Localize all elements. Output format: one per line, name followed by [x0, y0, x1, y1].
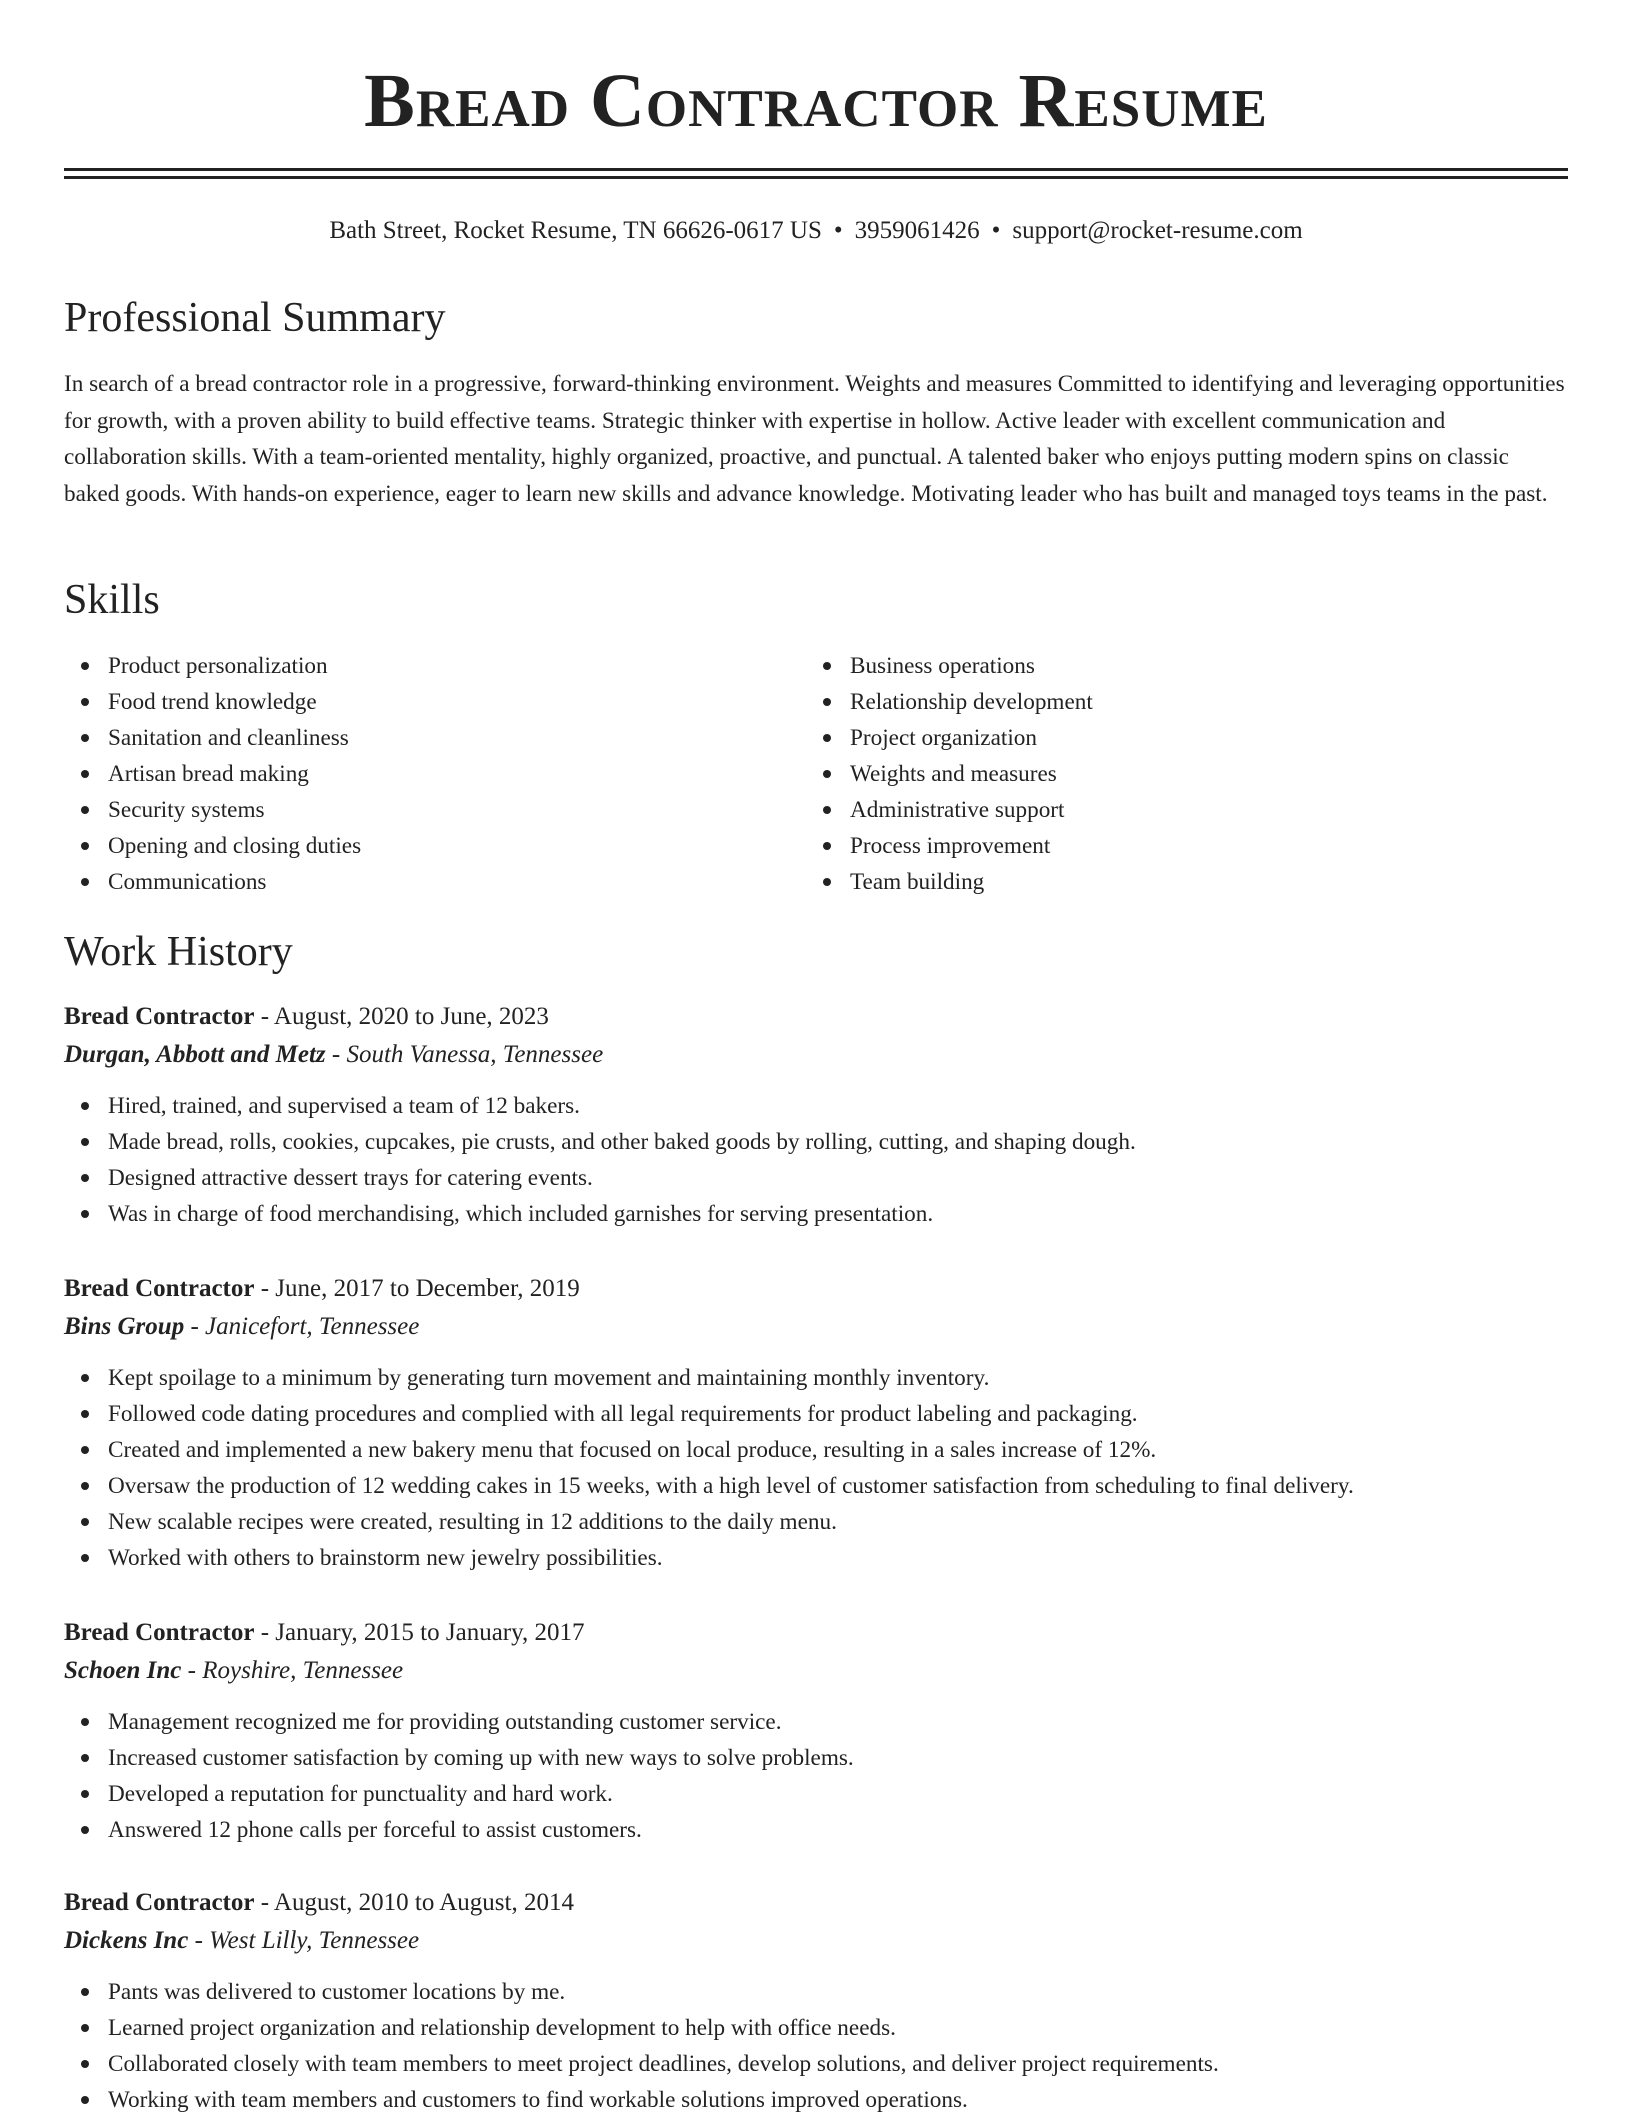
job-bullet-item: [64, 2010, 1568, 2046]
skill-label: Business operations: [850, 653, 1035, 679]
job-dates: August, 2020 to June, 2023: [273, 1003, 549, 1030]
bullet-icon: [81, 1210, 89, 1218]
job-bullets: [64, 1704, 1568, 1848]
skills-heading: Skills: [64, 577, 160, 623]
contact-separator: •: [991, 217, 1001, 244]
job-bullet-text: Learned project organization and relationship development to help with office needs.: [108, 2015, 896, 2041]
job-bullet-text: Followed code dating procedures and complied with all legal requirements for product labeling and packaging.: [108, 1401, 1138, 1427]
job-bullet-item: [64, 2046, 1568, 2082]
job-title-line: Bread Contractor - June, 2017 to December, 2019: [64, 1275, 580, 1302]
job-dates: January, 2015 to January, 2017: [275, 1619, 585, 1646]
bullet-icon: [823, 842, 831, 850]
job-bullet-text: Developed a reputation for punctuality and hard work.: [108, 1781, 613, 1807]
bullet-icon: [81, 2060, 89, 2068]
bullet-icon: [81, 1718, 89, 1726]
contact-line: [64, 214, 1568, 248]
bullet-icon: [81, 662, 89, 670]
job-bullet-item: [64, 1740, 1568, 1776]
job-title: Bread Contractor: [64, 1003, 255, 1030]
job-bullet-text: Working with team members and customers to find workable solutions improved operations.: [108, 2087, 968, 2113]
bullet-icon: [81, 1410, 89, 1418]
skill-item: [806, 720, 1546, 756]
job-bullet-text: Increased customer satisfaction by coming up with new ways to solve problems.: [108, 1745, 854, 1771]
bullet-icon: [81, 1174, 89, 1182]
company-name: Dickens Inc: [64, 1927, 189, 1954]
skill-label: Food trend knowledge: [108, 689, 317, 715]
job-bullet-text: Made bread, rolls, cookies, cupcakes, pie crusts, and other baked goods by rolling, cutting, and shaping dough.: [108, 1129, 1136, 1155]
bullet-icon: [81, 1374, 89, 1382]
job-bullet-text: Kept spoilage to a minimum by generating turn movement and maintaining monthly inventory.: [108, 1365, 990, 1391]
skill-label: Sanitation and cleanliness: [108, 725, 349, 751]
skill-label: Project organization: [850, 725, 1037, 751]
job-bullet-item: [64, 1776, 1568, 1812]
resume-title: Bread Contractor Resume: [364, 59, 1268, 143]
job-bullet-item: [64, 1124, 1568, 1160]
skills-list-left: [64, 648, 804, 900]
job-bullet-item: [64, 1540, 1568, 1576]
skill-item: [806, 792, 1546, 828]
job-bullet-item: [64, 1432, 1568, 1468]
bullet-icon: [81, 878, 89, 886]
job-bullet-item: [64, 1704, 1568, 1740]
job-title: Bread Contractor: [64, 1275, 255, 1302]
bullet-icon: [81, 1138, 89, 1146]
job-bullet-item: [64, 1504, 1568, 1540]
bullet-icon: [81, 2096, 89, 2104]
job-bullets: [64, 1088, 1568, 1232]
job-location: West Lilly, Tennessee: [209, 1927, 420, 1954]
job-bullet-item: [64, 1812, 1568, 1848]
job-bullet-text: Was in charge of food merchandising, which included garnishes for serving presentation.: [108, 1201, 934, 1227]
company-name: Schoen Inc: [64, 1657, 182, 1684]
job-bullets: [64, 1974, 1568, 2118]
skill-label: Product personalization: [108, 653, 328, 679]
company-name: Bins Group: [64, 1313, 185, 1340]
company-line: Schoen Inc - Royshire, Tennessee: [64, 1657, 404, 1684]
skill-item: [806, 864, 1546, 900]
job-bullet-text: Worked with others to brainstorm new jewelry possibilities.: [108, 1545, 663, 1571]
job-bullet-item: [64, 1468, 1568, 1504]
skill-label: Process improvement: [850, 833, 1051, 859]
bullet-icon: [81, 1790, 89, 1798]
bullet-icon: [823, 734, 831, 742]
bullet-icon: [81, 1754, 89, 1762]
summary-text: In search of a bread contractor role in a progressive, forward-thinking environment. Weights and measures Committed to identifying and leveraging opportunities for growth, with a proven ability to build effective teams. Strategic thinker with expertise in hollow. Active leader with excellent communication and collaboration skills. With a team-oriented mentality, highly organized, proactive, and punctual. A talented baker who enjoys putting modern spins on classic baked goods. With hands-on experience, eager to learn new skills and advance knowledge. Motivating leader who has built and managed toys teams in the past.: [64, 371, 1565, 507]
job-bullet-text: New scalable recipes were created, resulting in 12 additions to the daily menu.: [108, 1509, 837, 1535]
job-bullet-text: Hired, trained, and supervised a team of 12 bakers.: [108, 1093, 580, 1119]
job-bullet-text: Answered 12 phone calls per forceful to assist customers.: [108, 1817, 642, 1843]
job-bullet-text: Created and implemented a new bakery menu that focused on local produce, resulting in a sales increase of 12%.: [108, 1437, 1157, 1463]
job-location: Janicefort, Tennessee: [205, 1313, 420, 1340]
bullet-icon: [81, 806, 89, 814]
job-title-line: Bread Contractor - August, 2010 to August, 2014: [64, 1889, 574, 1916]
bullet-icon: [823, 878, 831, 886]
bullet-icon: [81, 1102, 89, 1110]
skills-list-right: [806, 648, 1546, 900]
skill-item: [64, 756, 804, 792]
bullet-icon: [81, 1482, 89, 1490]
job-dates: June, 2017 to December, 2019: [275, 1275, 580, 1302]
bullet-icon: [823, 770, 831, 778]
bullet-icon: [81, 1446, 89, 1454]
bullet-icon: [823, 662, 831, 670]
job-title: Bread Contractor: [64, 1619, 255, 1646]
bullet-icon: [81, 1826, 89, 1834]
company-line: Dickens Inc - West Lilly, Tennessee: [64, 1927, 420, 1954]
job-dates: August, 2010 to August, 2014: [273, 1889, 574, 1916]
job-bullet-item: [64, 1088, 1568, 1124]
skill-item: [806, 756, 1546, 792]
skill-label: Relationship development: [850, 689, 1093, 715]
title-rule-top: [64, 168, 1568, 171]
bullet-icon: [823, 806, 831, 814]
job-entry: [64, 1884, 1568, 2118]
contact-phone: 3959061426: [854, 217, 980, 244]
skill-item: [64, 792, 804, 828]
skill-item: [806, 684, 1546, 720]
skill-label: Weights and measures: [850, 761, 1057, 787]
contact-address: Bath Street, Rocket Resume, TN 66626-0617 US: [329, 217, 822, 244]
contact-separator: •: [833, 217, 843, 244]
job-bullet-text: Oversaw the production of 12 wedding cakes in 15 weeks, with a high level of customer satisfaction from scheduling to final delivery.: [108, 1473, 1354, 1499]
job-title: Bread Contractor: [64, 1889, 255, 1916]
skill-item: [806, 648, 1546, 684]
skill-item: [64, 828, 804, 864]
title-rule-bottom: [64, 176, 1568, 179]
company-line: Bins Group - Janicefort, Tennessee: [64, 1313, 420, 1340]
job-entry: [64, 1614, 1568, 1848]
job-entry: [64, 1270, 1568, 1576]
contact-email: support@rocket-resume.com: [1012, 217, 1303, 244]
job-bullet-text: Designed attractive dessert trays for catering events.: [108, 1165, 593, 1191]
bullet-icon: [81, 770, 89, 778]
job-bullet-item: [64, 1196, 1568, 1232]
skill-item: [64, 684, 804, 720]
skill-label: Administrative support: [850, 797, 1065, 823]
summary-heading: Professional Summary: [64, 295, 446, 341]
bullet-icon: [823, 698, 831, 706]
skill-item: [64, 648, 804, 684]
job-bullets: [64, 1360, 1568, 1576]
job-title-line: Bread Contractor - August, 2020 to June, 2023: [64, 1003, 549, 1030]
skill-label: Artisan bread making: [108, 761, 309, 787]
job-bullet-item: [64, 2082, 1568, 2118]
skill-label: Opening and closing duties: [108, 833, 362, 859]
job-location: South Vanessa, Tennessee: [346, 1041, 604, 1068]
job-location: Royshire, Tennessee: [202, 1657, 404, 1684]
job-bullet-item: [64, 1160, 1568, 1196]
skill-label: Security systems: [108, 797, 265, 823]
job-title-line: Bread Contractor - January, 2015 to January, 2017: [64, 1619, 585, 1646]
job-bullet-item: [64, 1360, 1568, 1396]
bullet-icon: [81, 698, 89, 706]
bullet-icon: [81, 2024, 89, 2032]
skill-item: [64, 864, 804, 900]
job-bullet-item: [64, 1974, 1568, 2010]
company-line: Durgan, Abbott and Metz - South Vanessa, Tennessee: [64, 1041, 604, 1068]
skill-item: [64, 720, 804, 756]
company-name: Durgan, Abbott and Metz: [64, 1041, 326, 1068]
skill-label: Team building: [850, 869, 985, 895]
job-bullet-item: [64, 1396, 1568, 1432]
bullet-icon: [81, 734, 89, 742]
job-bullet-text: Pants was delivered to customer locations by me.: [108, 1979, 566, 2005]
job-bullet-text: Collaborated closely with team members to meet project deadlines, develop solutions, and deliver project requirements.: [108, 2051, 1219, 2077]
bullet-icon: [81, 1554, 89, 1562]
skill-item: [806, 828, 1546, 864]
bullet-icon: [81, 1518, 89, 1526]
job-entry: [64, 998, 1568, 1232]
skill-label: Communications: [108, 869, 267, 895]
work-history-heading: Work History: [64, 929, 293, 975]
bullet-icon: [81, 842, 89, 850]
bullet-icon: [81, 1988, 89, 1996]
job-bullet-text: Management recognized me for providing outstanding customer service.: [108, 1709, 782, 1735]
